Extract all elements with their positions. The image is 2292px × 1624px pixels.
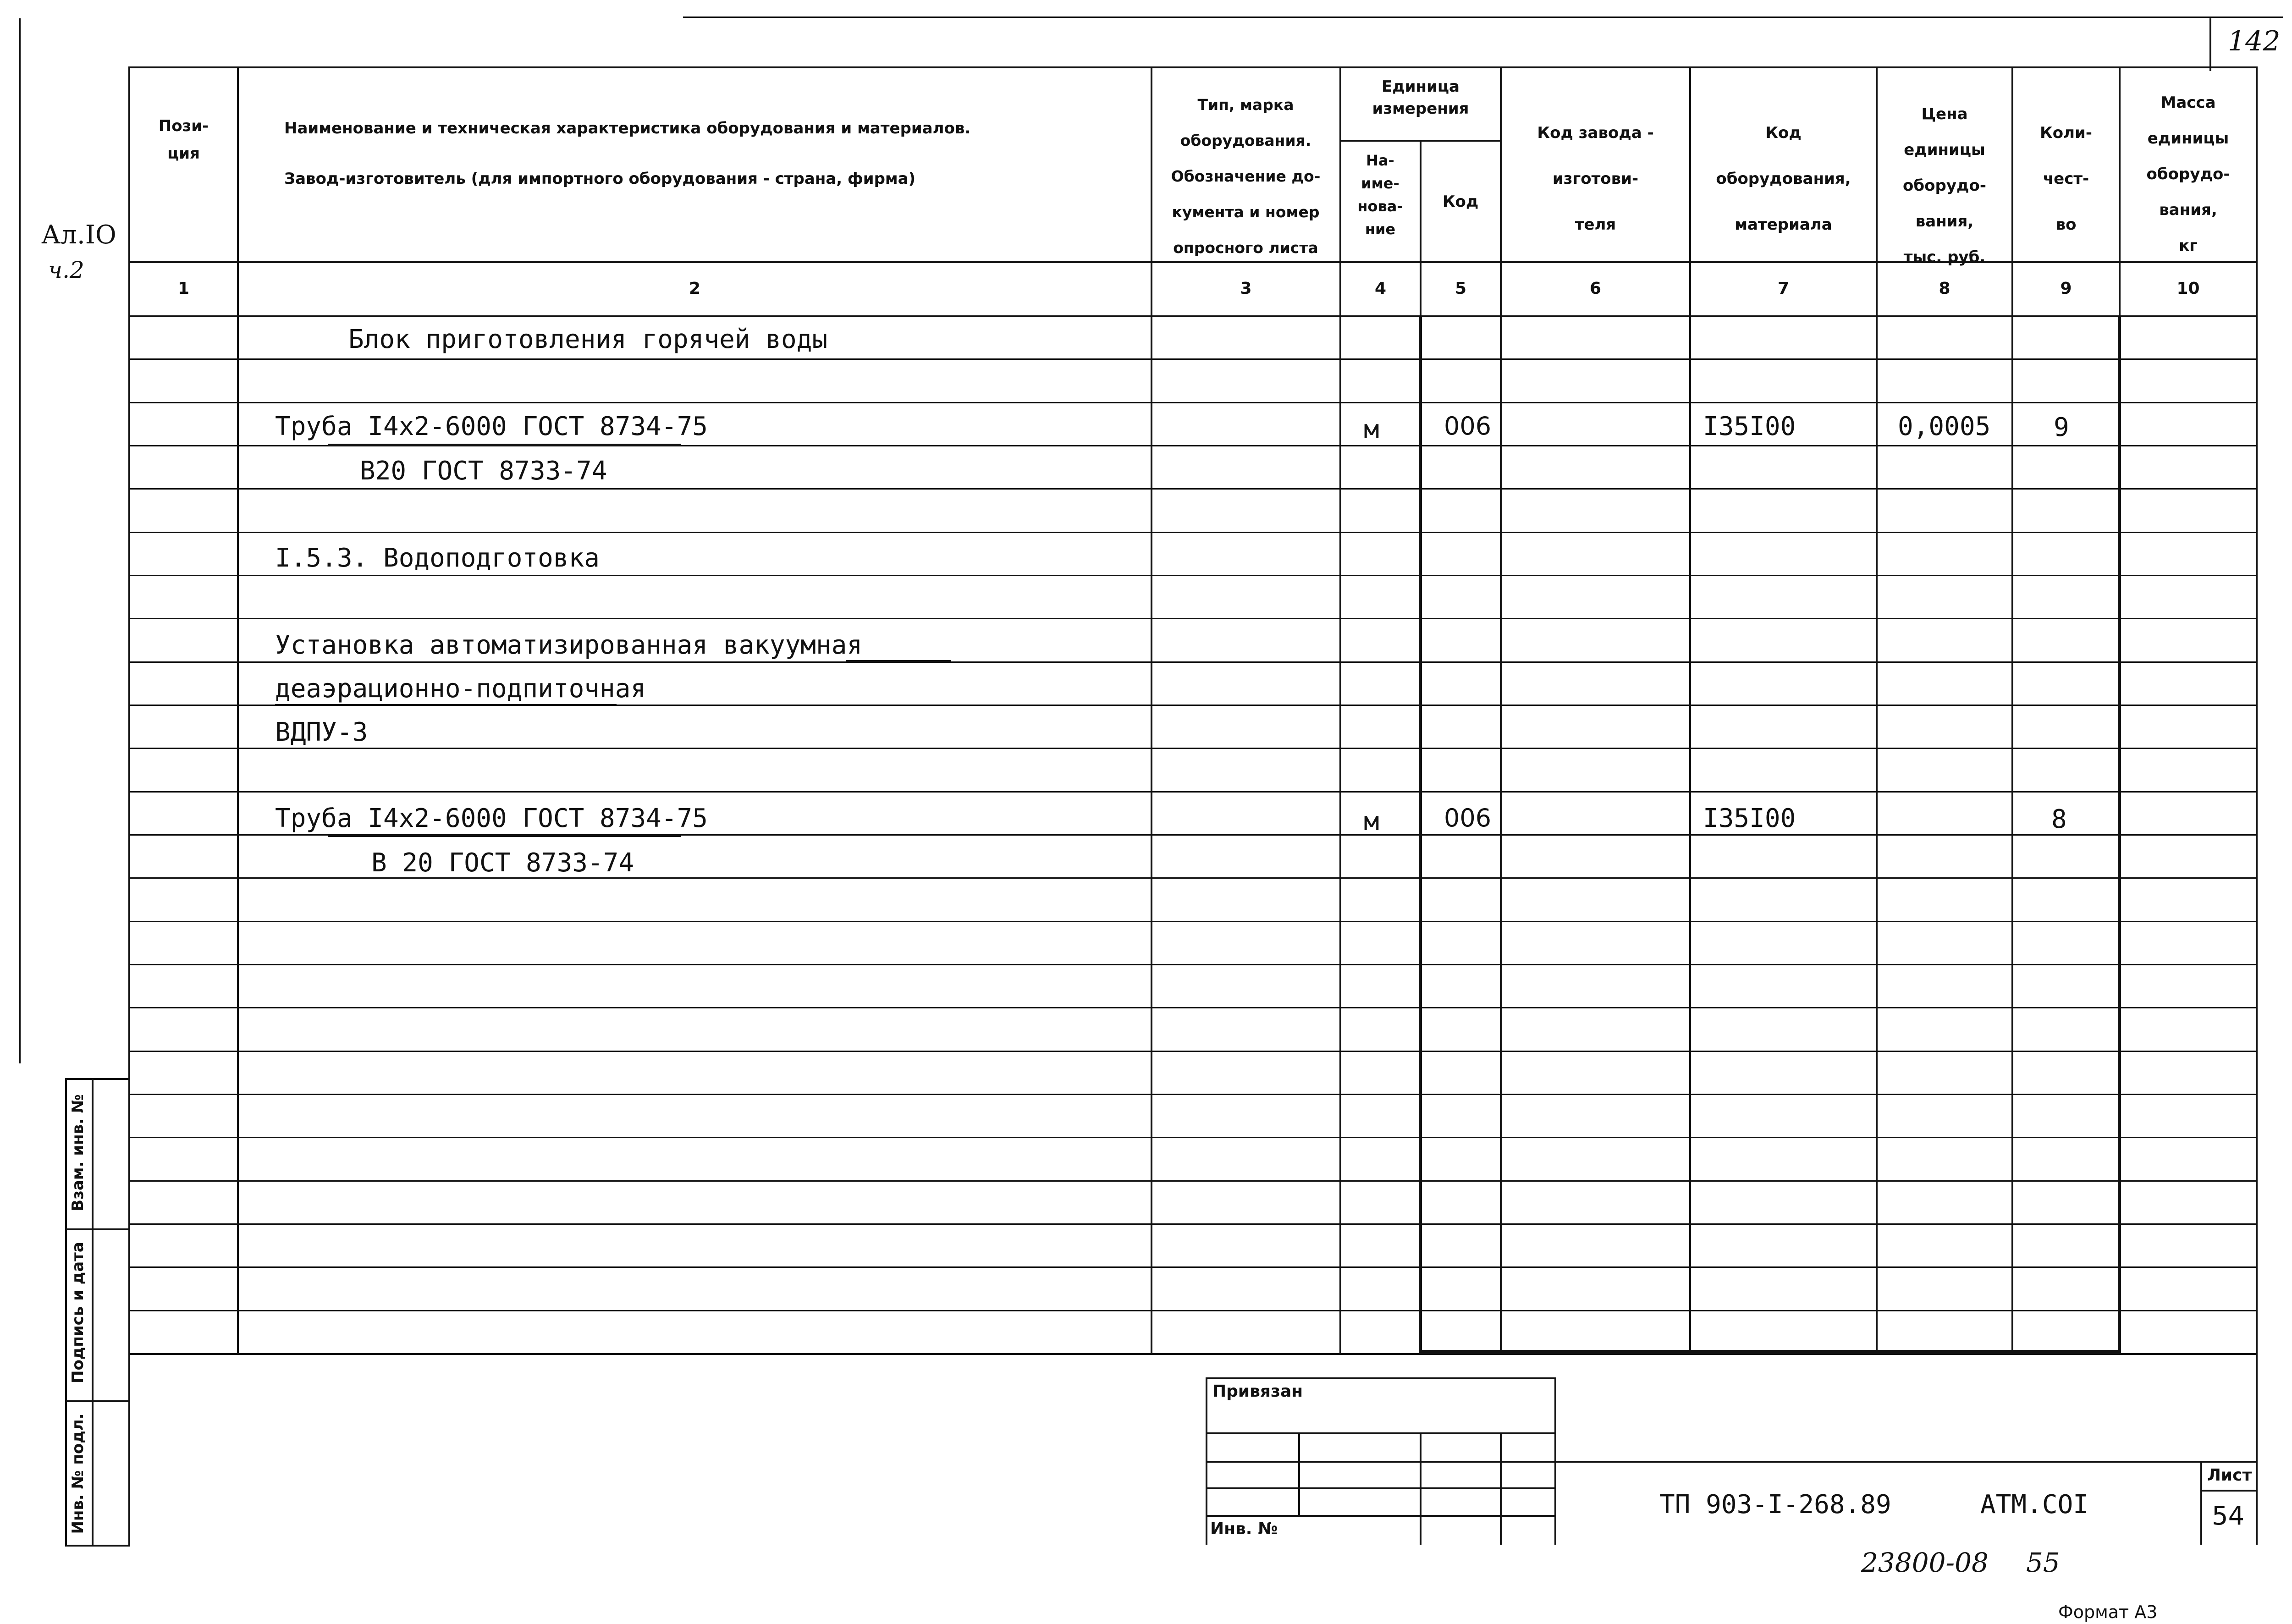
col-number-8: 8	[1939, 279, 1950, 298]
tb-col2	[1420, 1432, 1421, 1545]
tb-col3	[1500, 1432, 1502, 1545]
col-sep-6	[1689, 66, 1691, 1353]
tb-sheet-left	[2200, 1461, 2202, 1545]
side-stamp-vzam: Взам. инв. №	[69, 1094, 87, 1211]
tb-row4	[1206, 1515, 1556, 1517]
row-8-underline	[328, 836, 681, 837]
col-sep-1	[237, 66, 239, 1353]
side-stamp-podpis: Подпись и дата	[69, 1242, 87, 1383]
row-line	[128, 964, 2258, 965]
col-number-9: 9	[2060, 279, 2072, 298]
row-4-name: I.5.3. Водоподготовка	[275, 543, 600, 573]
tb-mark: АТМ.COI	[1980, 1490, 2089, 1519]
row-line	[128, 748, 2258, 749]
tb-sheet-split	[2200, 1490, 2256, 1492]
side-stamp-inv: Инв. № подл.	[69, 1413, 87, 1534]
row-line	[128, 791, 2258, 793]
table-top	[128, 66, 2258, 68]
row-8-unit-code: 006	[1444, 804, 1492, 832]
col-sep-5	[1500, 66, 1502, 1353]
header-position: Пози- ция	[158, 117, 209, 163]
col-number-7: 7	[1777, 279, 1790, 298]
tb-row2	[1206, 1461, 1556, 1463]
side-stamp-left	[65, 1078, 67, 1547]
header-equipment-code: Код оборудования, материала	[1716, 124, 1851, 234]
top-rule	[683, 17, 2283, 18]
tb-doc-code: ТП 903-I-268.89	[1659, 1490, 1891, 1519]
tb-row3	[1206, 1487, 1556, 1489]
row-line	[128, 575, 2258, 576]
tb-privyazan: Привязан	[1212, 1382, 1303, 1401]
side-stamp-inner	[92, 1078, 94, 1547]
col-sep-3	[1339, 66, 1341, 1353]
page-number: 142	[2228, 25, 2281, 57]
row-2-unit-code: 006	[1444, 412, 1492, 440]
row-5-name: Установка автоматизированная вакуумная	[275, 630, 863, 660]
format-label: Формат А3	[2058, 1602, 2158, 1622]
row-2-qty: 9	[2054, 413, 2069, 442]
row-line	[128, 921, 2258, 922]
row-7-name: ВДПУ-3	[275, 717, 368, 747]
row-2-name: Труба I4x2-6000 ГОСТ 8734-75	[275, 412, 708, 441]
tb-row1	[1206, 1432, 1556, 1434]
row-6-name: деаэрационно-подпиточная	[275, 674, 646, 704]
header-unit-name: На- име- нова- ние	[1357, 152, 1403, 238]
header-name-line1: Наименование и техническая характеристика оборудования и материалов.	[284, 119, 971, 138]
row-line	[128, 488, 2258, 490]
tb-inv-no: Инв. №	[1210, 1519, 1278, 1538]
row-line	[128, 1007, 2258, 1008]
part-label: ч.2	[48, 257, 84, 283]
header-mass: Масса единицы оборудо- вания, кг	[2146, 94, 2230, 255]
header-quantity: Коли- чест- во	[2040, 124, 2092, 234]
row-line	[128, 1310, 2258, 1311]
row-6-underline	[275, 704, 617, 705]
row-9-name: В 20 ГОСТ 8733-74	[371, 848, 634, 878]
row-2-underline	[328, 444, 681, 445]
header-name-line2: Завод-изготовитель (для импортного оборудования - страна, фирма)	[284, 170, 916, 188]
left-margin-rule	[19, 18, 21, 1063]
row-line	[128, 1266, 2258, 1268]
col-number-1: 1	[177, 279, 190, 298]
row-line	[128, 1137, 2258, 1138]
body-block-bottom	[1419, 1350, 2121, 1353]
page-number-box-left	[2209, 18, 2211, 71]
header-unit-code: Код	[1442, 193, 1479, 211]
tb-sheet-number: 54	[2212, 1501, 2245, 1531]
row-2-unit: м	[1364, 415, 1379, 445]
col-sep-8	[2011, 66, 2013, 1353]
side-stamp-bottom	[65, 1545, 130, 1547]
table-bottom	[128, 1353, 2258, 1355]
header-unit-group: Единица измерения	[1372, 77, 1469, 118]
row-7-underline	[275, 748, 364, 749]
row-line	[128, 445, 2258, 446]
row-8-name: Труба I4x2-6000 ГОСТ 8734-75	[275, 804, 708, 833]
row-2-price: 0,0005	[1898, 412, 1991, 441]
album-label: Ал.IO	[41, 220, 116, 250]
side-stamp-top	[65, 1078, 130, 1080]
row-line	[128, 1051, 2258, 1052]
row-line	[128, 532, 2258, 533]
col-number-5: 5	[1455, 279, 1467, 298]
tb-top	[1206, 1377, 1556, 1379]
row-3-name: B20 ГОСТ 8733-74	[360, 456, 607, 486]
row-8-unit: м	[1364, 807, 1379, 837]
header-factory-code: Код завода - изготови- теля	[1537, 124, 1654, 234]
header-type: Тип, марка оборудования. Обозначение до- кумента и номер опросного листа	[1171, 96, 1321, 257]
archive-number: 23800-08	[1861, 1547, 1989, 1578]
row-line	[128, 402, 2258, 403]
row-1-name: Блок приготовления горячей воды	[348, 325, 828, 354]
col-sep-2	[1151, 66, 1152, 1353]
col-number-2: 2	[689, 279, 701, 298]
row-5-underline	[846, 660, 951, 661]
row-8-material-code: I35I00	[1703, 804, 1796, 833]
unit-group-split	[1339, 140, 1502, 142]
row-2-material-code: I35I00	[1703, 412, 1796, 441]
col-number-4: 4	[1374, 279, 1387, 298]
table-right	[2256, 66, 2258, 1545]
row-line	[128, 618, 2258, 619]
col-number-6: 6	[1589, 279, 1602, 298]
row-8-qty: 8	[2051, 804, 2067, 834]
tb-sheet-label: Лист	[2207, 1466, 2252, 1485]
side-stamp-div1	[65, 1228, 130, 1230]
tb-col1	[1298, 1432, 1300, 1515]
row-line	[128, 661, 2258, 663]
col-number-10: 10	[2176, 279, 2200, 298]
archive-sheet: 55	[2026, 1547, 2060, 1578]
col-number-3: 3	[1240, 279, 1252, 298]
row-line	[128, 358, 2258, 360]
row-line	[128, 1094, 2258, 1095]
header-price: Цена единицы оборудо- вания, тыс. руб.	[1903, 105, 1986, 266]
row-line	[128, 1223, 2258, 1225]
row-line	[128, 1180, 2258, 1182]
side-stamp-div2	[65, 1400, 130, 1402]
tb-main-top	[1554, 1461, 2258, 1463]
